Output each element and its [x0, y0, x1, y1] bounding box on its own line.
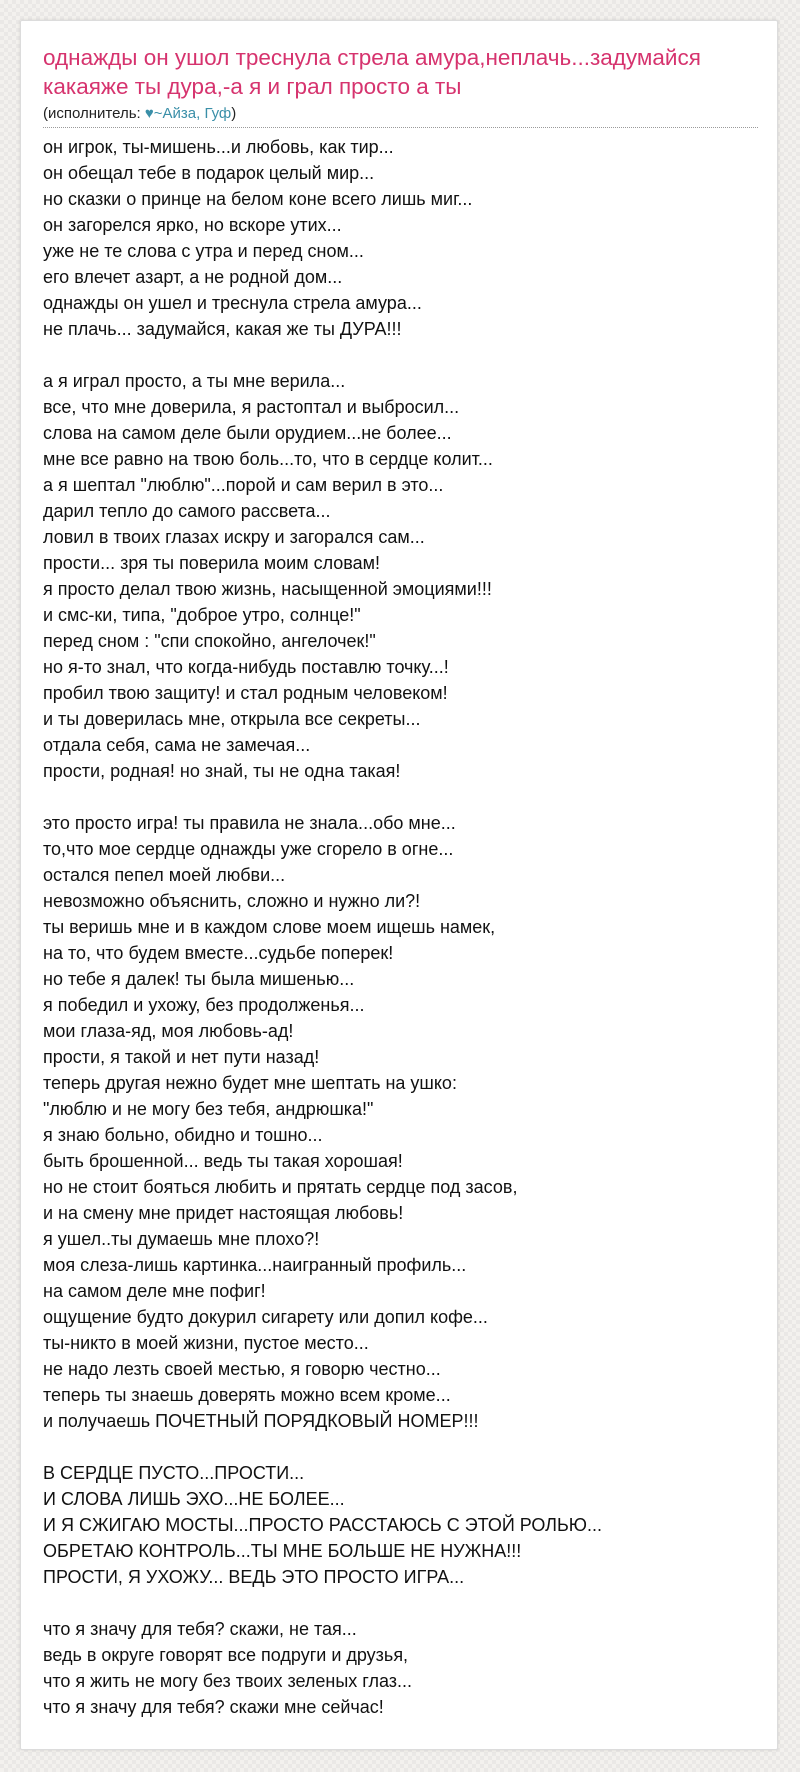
stanza-1 [43, 134, 758, 342]
lyric-line: теперь другая нежно будет мне шептать на ушко: [43, 1073, 457, 1093]
lyric-line: то,что мое сердце однажды уже сгорело в огне... [43, 839, 454, 859]
lyric-line: В СЕРДЦЕ ПУСТО...ПРОСТИ... [43, 1463, 305, 1483]
lyric-line: и получаешь ПОЧЕТНЫЙ ПОРЯДКОВЫЙ НОМЕР!!! [43, 1411, 479, 1431]
lyric-line: уже не те слова с утра и перед сном... [43, 241, 364, 261]
lyric-line: моя слеза-лишь картинка...наигранный профиль... [43, 1255, 467, 1275]
lyric-line: дарил тепло до самого рассвета... [43, 501, 331, 521]
lyric-line: ОБРЕТАЮ КОНТРОЛЬ...ТЫ МНЕ БОЛЬШЕ НЕ НУЖНА!!! [43, 1541, 522, 1561]
lyric-line: но тебе я далек! ты была мишенью... [43, 969, 355, 989]
lyrics-body [43, 134, 758, 1746]
lyric-line: что я значу для тебя? скажи, не тая... [43, 1619, 357, 1639]
lyric-line: прости, я такой и нет пути назад! [43, 1047, 320, 1067]
lyric-line: а я шептал "люблю"...порой и сам верил в это... [43, 475, 444, 495]
lyric-line: все, что мне доверила, я растоптал и выбросил... [43, 397, 460, 417]
stanza-2 [43, 368, 758, 784]
song-title: однажды он ушол треснула стрела амура,неплачь...задумайся какаяже ты дура,-а я и грал просто а ты [43, 45, 701, 99]
lyric-line: перед сном : "спи спокойно, ангелочек!" [43, 631, 376, 651]
performer-suffix: ) [231, 105, 237, 122]
lyric-line: что я значу для тебя? скажи мне сейчас! [43, 1697, 384, 1717]
lyric-line: не плачь... задумайся, какая же ты ДУРА!!! [43, 319, 402, 339]
lyric-line: И Я СЖИГАЮ МОСТЫ...ПРОСТО РАССТАЮСЬ С ЭТОЙ РОЛЬЮ... [43, 1515, 602, 1535]
lyric-line: прости, родная! но знай, ты не одна такая! [43, 761, 401, 781]
lyric-line: не надо лезть своей местью, я говорю честно... [43, 1359, 441, 1379]
lyrics-card [20, 20, 778, 1750]
lyric-line: но сказки о принце на белом коне всего лишь миг... [43, 189, 473, 209]
lyric-line: "люблю и не могу без тебя, андрюшка!" [43, 1099, 374, 1119]
lyric-line: на самом деле мне пофиг! [43, 1281, 266, 1301]
lyric-line: его влечет азарт, а не родной дом... [43, 267, 343, 287]
lyric-line: я просто делал твою жизнь, насыщенной эмоциями!!! [43, 579, 492, 599]
lyric-line: ты-никто в моей жизни, пустое место... [43, 1333, 369, 1353]
lyric-line: на то, что будем вместе...судьбе поперек! [43, 943, 394, 963]
lyric-line: мне все равно на твою боль...то, что в сердце колит... [43, 449, 493, 469]
lyric-line: слова на самом деле были орудием...не более... [43, 423, 452, 443]
song-header [43, 43, 758, 128]
lyric-line: ты веришь мне и в каждом слове моем ищешь намек, [43, 917, 496, 937]
lyric-line: быть брошенной... ведь ты такая хорошая! [43, 1151, 403, 1171]
lyric-line: ведь в округе говорят все подруги и друзья, [43, 1645, 409, 1665]
lyric-line: это просто игра! ты правила не знала...обо мне... [43, 813, 456, 833]
lyric-line: пробил твою защиту! и стал родным человеком! [43, 683, 448, 703]
lyric-line: теперь ты знаешь доверять можно всем кроме... [43, 1385, 451, 1405]
lyric-line: я знаю больно, обидно и тошно... [43, 1125, 323, 1145]
lyric-line: ощущение будто докурил сигарету или допил кофе... [43, 1307, 488, 1327]
lyric-line: однажды он ушел и треснула стрела амура... [43, 293, 422, 313]
stanza-4 [43, 1460, 758, 1590]
lyric-line: И СЛОВА ЛИШЬ ЭХО...НЕ БОЛЕЕ... [43, 1489, 345, 1509]
lyric-line: мои глаза-яд, моя любовь-ад! [43, 1021, 294, 1041]
performer-line [43, 105, 758, 128]
lyric-line: я победил и ухожу, без продолженья... [43, 995, 365, 1015]
lyric-line: ловил в твоих глазах искру и загорался сам... [43, 527, 425, 547]
lyric-line: невозможно объяснить, сложно и нужно ли?! [43, 891, 421, 911]
lyric-line: остался пепел моей любви... [43, 865, 286, 885]
stanza-3 [43, 810, 758, 1434]
lyric-line: он обещал тебе в подарок целый мир... [43, 163, 375, 183]
lyric-line: но я-то знал, что когда-нибудь поставлю точку...! [43, 657, 449, 677]
lyric-line: и смс-ки, типа, "доброе утро, солнце!" [43, 605, 361, 625]
lyric-line: прости... зря ты поверила моим словам! [43, 553, 381, 573]
lyric-line: он игрок, ты-мишень...и любовь, как тир... [43, 137, 394, 157]
lyric-line: я ушел..ты думаешь мне плохо?! [43, 1229, 320, 1249]
lyric-line: ПРОСТИ, Я УХОЖУ... ВЕДЬ ЭТО ПРОСТО ИГРА... [43, 1567, 465, 1587]
lyric-line: а я играл просто, а ты мне верила... [43, 371, 346, 391]
lyric-line: и на смену мне придет настоящая любовь! [43, 1203, 404, 1223]
lyric-line: и ты доверилась мне, открыла все секреты... [43, 709, 421, 729]
performer-prefix: (исполнитель: [43, 105, 145, 122]
lyric-line: он загорелся ярко, но вскоре утих... [43, 215, 342, 235]
performer-link[interactable]: ♥~Айза, Гуф [144, 105, 232, 122]
lyric-line: отдала себя, сама не замечая... [43, 735, 311, 755]
lyric-line: что я жить не могу без твоих зеленых глаз... [43, 1671, 413, 1691]
stanza-5 [43, 1616, 758, 1720]
lyric-line: но не стоит бояться любить и прятать сердце под засов, [43, 1177, 518, 1197]
